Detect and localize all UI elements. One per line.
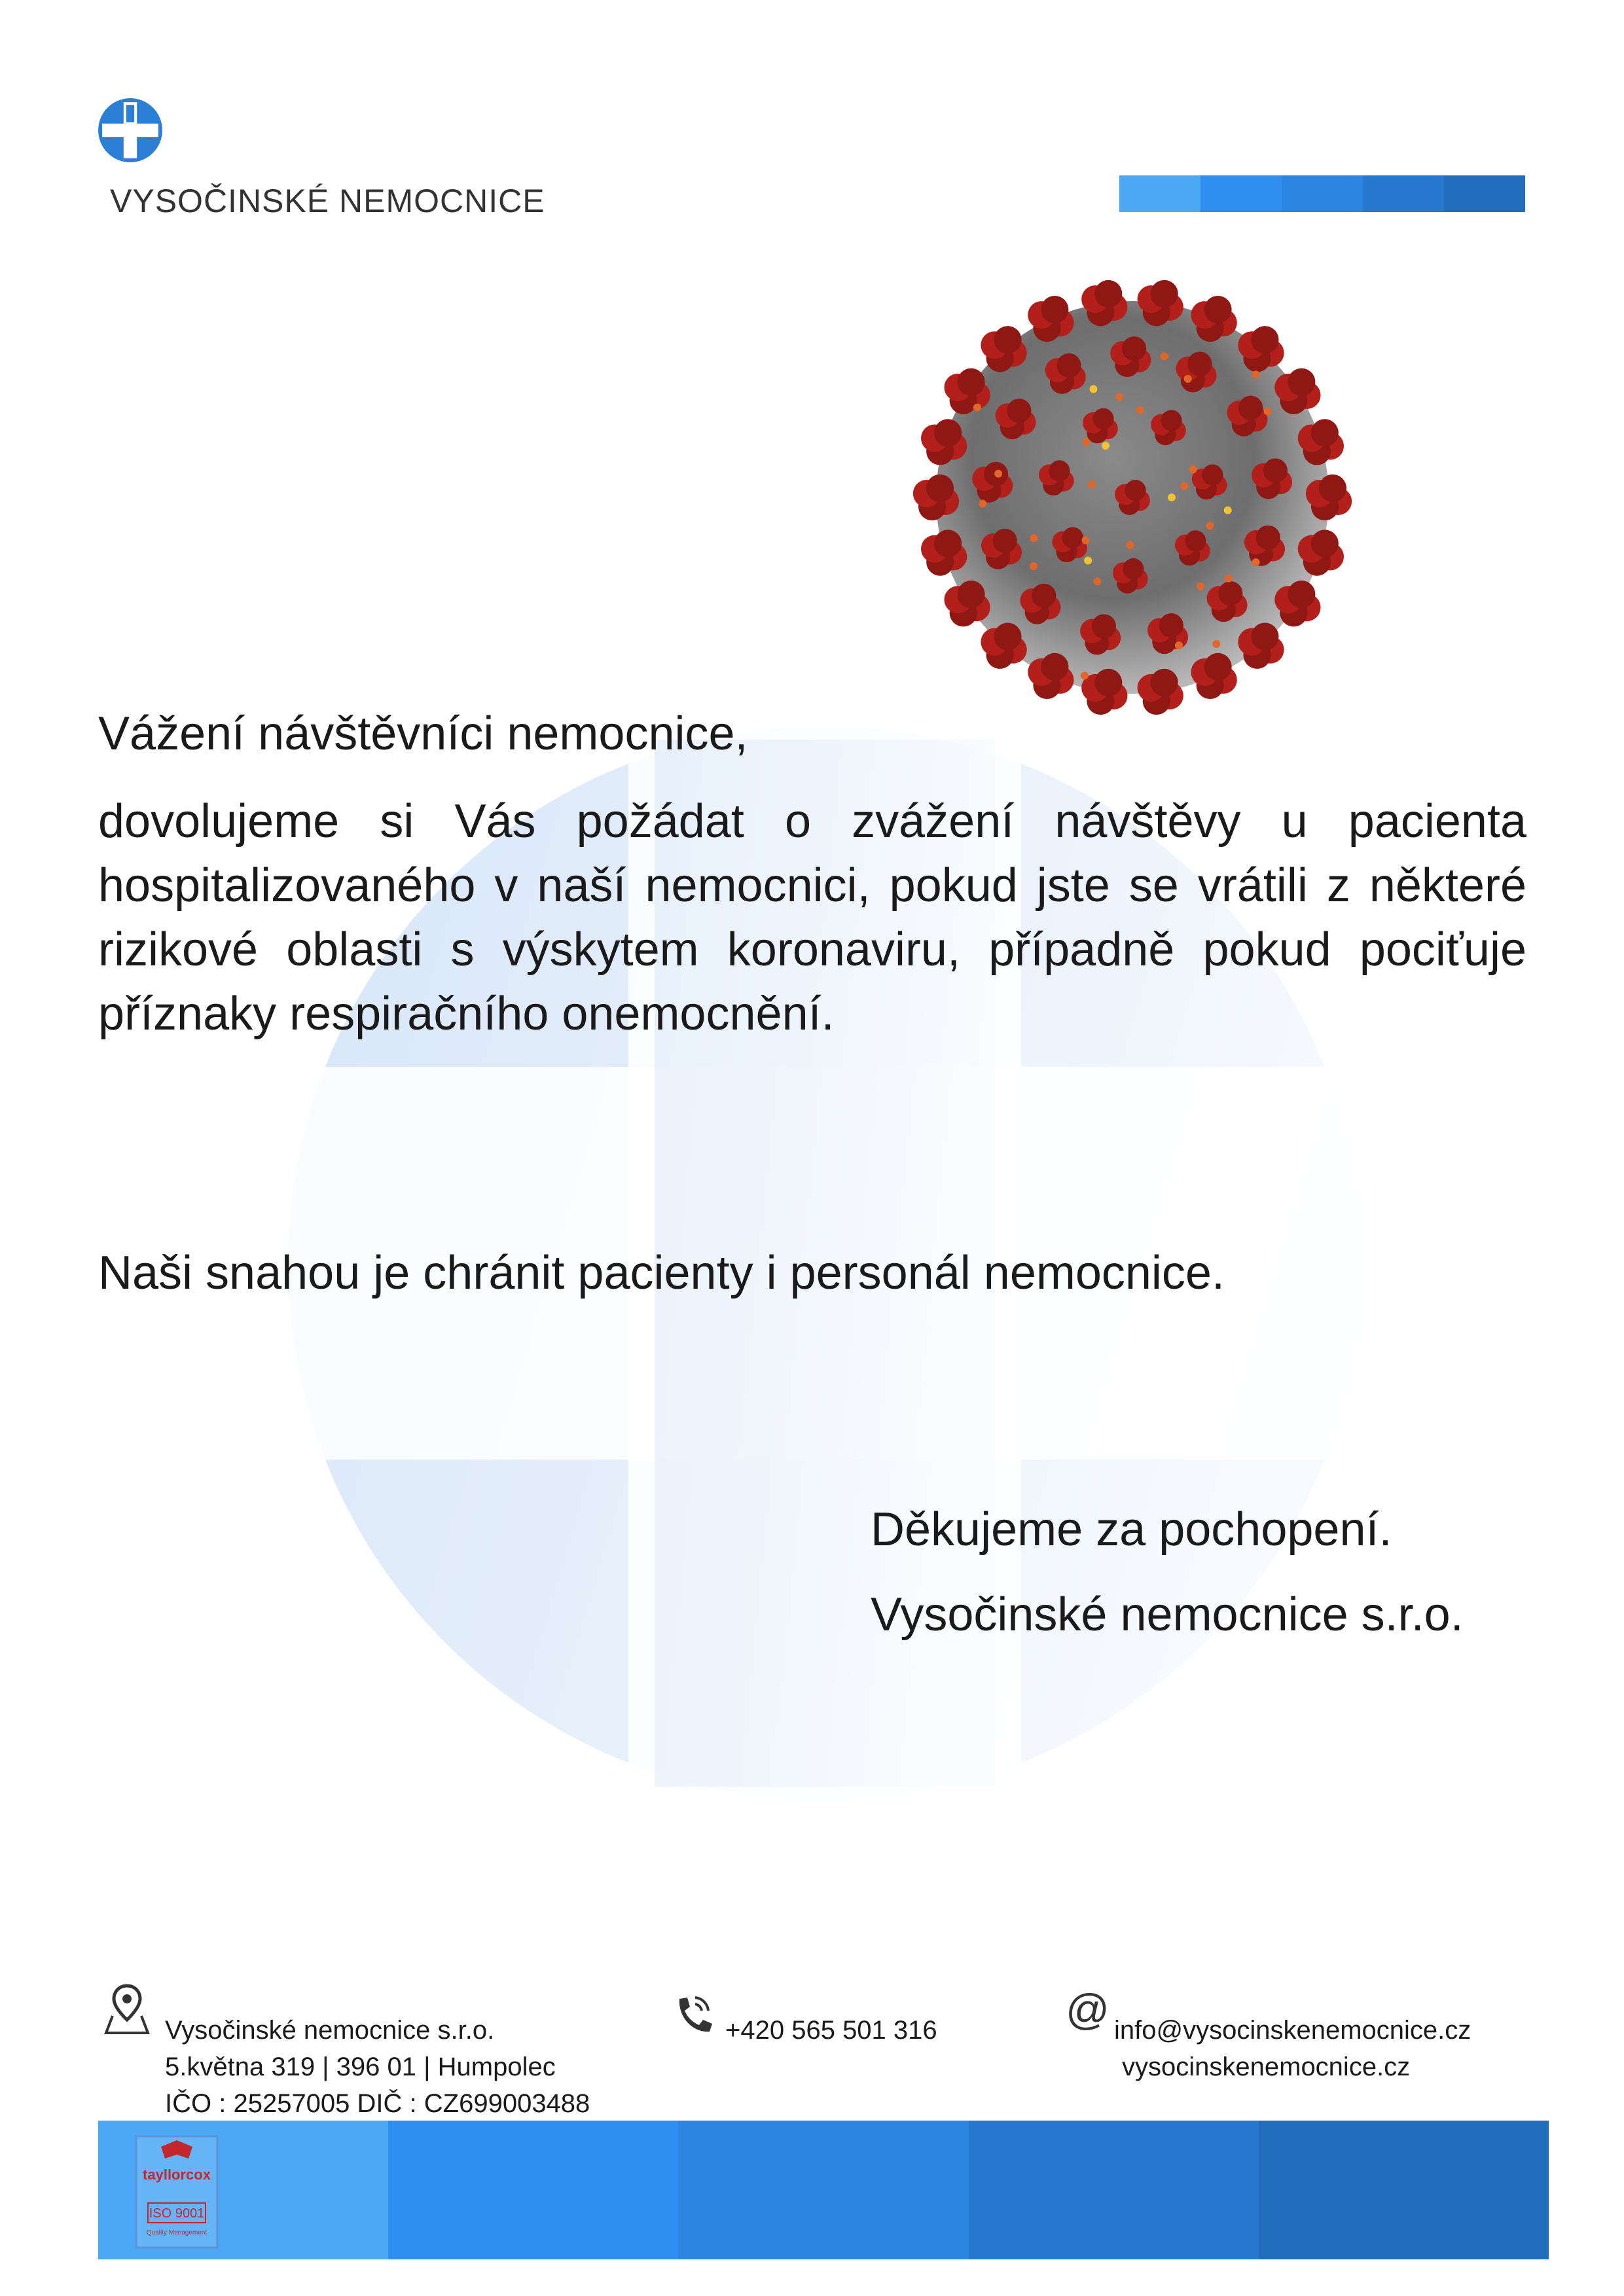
cert-standard: ISO 9001: [149, 2206, 205, 2221]
footer-email[interactable]: info@vysocinskenemocnice.cz: [1114, 2016, 1471, 2045]
virus-protein-dot: [1102, 442, 1110, 450]
virus-protein-dot: [1252, 558, 1260, 566]
organization-name: VYSOČINSKÉ NEMOCNICE: [110, 183, 545, 219]
virus-protein-dot: [1224, 507, 1232, 514]
virus-protein-dot: [1189, 465, 1197, 473]
virus-protein-dot: [1184, 375, 1192, 383]
footer-color-bar: [98, 2121, 1549, 2259]
virus-protein-dot: [1212, 640, 1220, 648]
footer-phone[interactable]: +420 565 501 316: [725, 2016, 937, 2045]
hospital-cross-logo-icon: [97, 97, 164, 164]
virus-protein-dot: [1206, 522, 1214, 529]
virus-protein-dot: [1084, 557, 1092, 565]
location-map-icon: [103, 1983, 151, 2036]
header-bar-segment: [1363, 175, 1444, 212]
signature-text: Vysočinské nemocnice s.r.o.: [871, 1588, 1464, 1641]
virus-protein-dot: [1089, 385, 1097, 393]
protection-statement: Naši snahou je chránit pacienty i personál nemocnice.: [98, 1247, 1225, 1299]
virus-protein-dot: [979, 499, 986, 507]
header-bar-segment: [1200, 175, 1282, 212]
virus-protein-dot: [1197, 583, 1204, 590]
footer-bar-segment: [1259, 2121, 1549, 2259]
footer-address-company: Vysočinské nemocnice s.r.o.: [165, 2016, 495, 2045]
header-bar-segment: [1282, 175, 1363, 212]
cert-brand: tayllorcox: [143, 2166, 211, 2183]
phone-icon: [673, 1994, 712, 2037]
virus-protein-dot: [1160, 352, 1168, 360]
footer-address-street: 5.května 319 | 396 01 | Humpolec: [165, 2053, 556, 2081]
virus-protein-dot: [1225, 575, 1233, 583]
footer-bar-segment: [678, 2121, 968, 2259]
virus-protein-dot: [1168, 493, 1176, 501]
at-sign-icon: @: [1066, 1985, 1110, 2034]
cert-subtitle: Quality Management: [146, 2229, 208, 2236]
virus-protein-dot: [1115, 393, 1123, 401]
thanks-text: Děkujeme za pochopení.: [871, 1503, 1392, 1556]
virus-protein-dot: [1175, 641, 1183, 649]
virus-protein-dot: [1093, 577, 1101, 585]
iso-certification-badge: [135, 2135, 219, 2249]
virus-protein-dot: [1081, 672, 1089, 679]
coronavirus-illustration: [877, 249, 1388, 746]
header-bar-segment: [1119, 175, 1200, 212]
virus-protein-dot: [1030, 562, 1038, 570]
header-bar-segment: [1444, 175, 1525, 212]
greeting-text: Vážení návštěvníci nemocnice,: [98, 708, 748, 760]
virus-protein-dot: [1083, 439, 1091, 446]
footer-website[interactable]: vysocinskenemocnice.cz: [1122, 2053, 1411, 2081]
virus-protein-dot: [1127, 541, 1134, 549]
virus-protein-dot: [1088, 480, 1096, 488]
virus-protein-dot: [1081, 537, 1089, 545]
footer-bar-segment: [388, 2121, 678, 2259]
header-color-bar: [1119, 175, 1525, 212]
virus-protein-dot: [1180, 482, 1188, 490]
virus-protein-dot: [1030, 534, 1038, 542]
footer-bar-segment: [969, 2121, 1259, 2259]
virus-protein-dot: [994, 470, 1002, 478]
virus-protein-dot: [1264, 407, 1272, 415]
virus-protein-dot: [1252, 370, 1260, 378]
notice-paragraph: dovolujeme si Vás požádat o zvážení návštěvy u pacienta hospitalizovaného v naší nemocnici, pokud jste se vrátili z některé rizikové oblasti s výskytem koronaviru, případně pokud pociťuje příznaky respiračního onemocnění.: [98, 795, 1526, 1040]
footer-company-ids: IČO : 25257005 DIČ : CZ699003488: [165, 2089, 590, 2118]
virus-protein-dot: [1136, 406, 1144, 414]
virus-protein-dot: [973, 404, 981, 412]
